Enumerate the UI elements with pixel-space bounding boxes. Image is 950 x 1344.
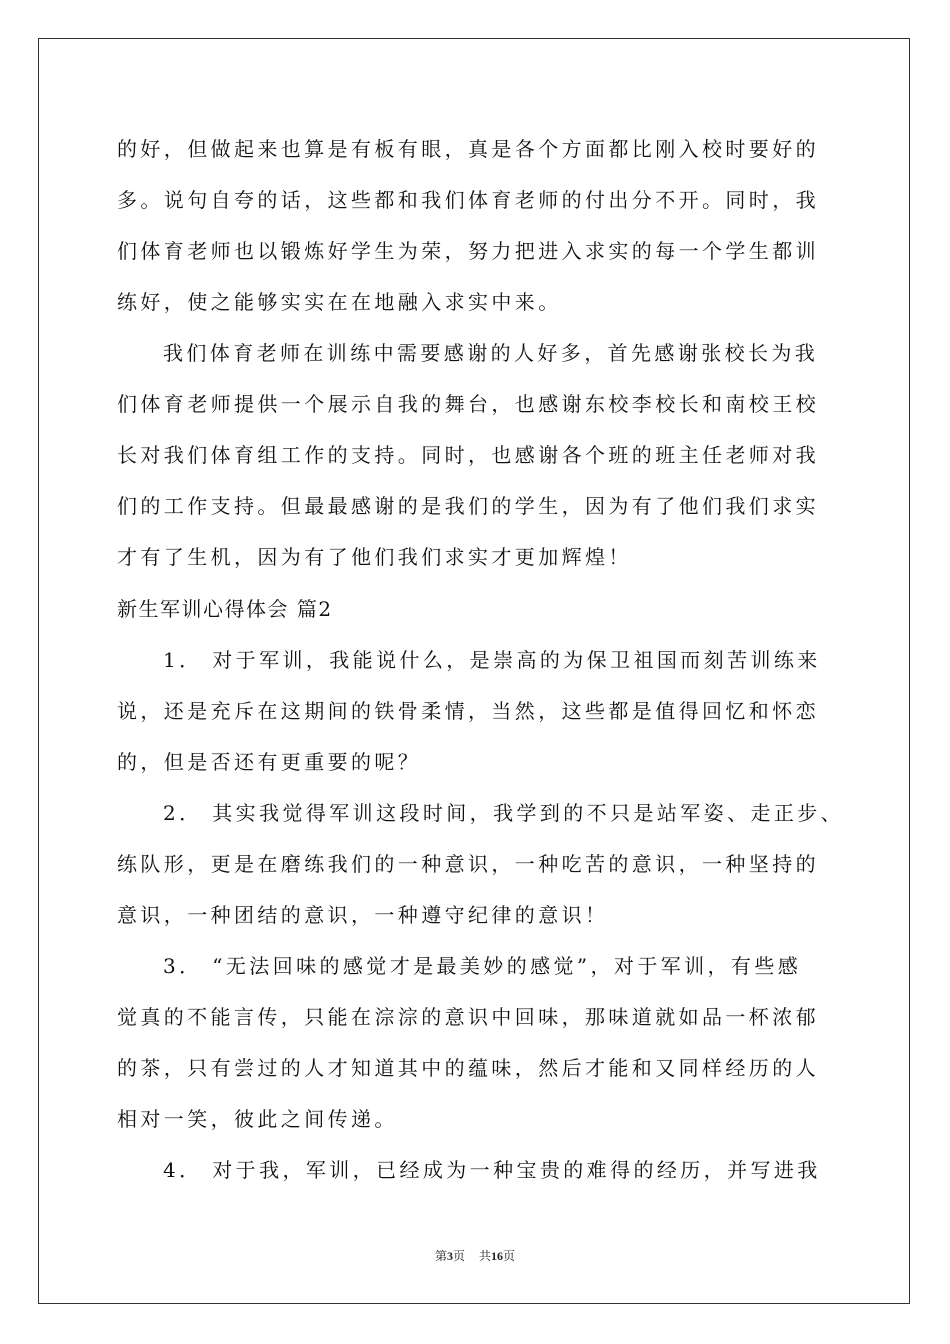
text-line: 1． 对于军训，我能说什么，是崇高的为保卫祖国而刻苦训练来 [163, 648, 821, 672]
text-line: 意识，一种团结的意识，一种遵守纪律的意识！ [117, 903, 609, 927]
page-footer [0, 1247, 950, 1264]
text-line: 的茶，只有尝过的人才知道其中的蕴味，然后才能和又同样经历的人 [117, 1056, 819, 1080]
footer-total-pages: 16 [491, 1249, 504, 1263]
footer-page-number: 3 [446, 1249, 453, 1263]
text-line: 4． 对于我，军训，已经成为一种宝贵的难得的经历，并写进我 [163, 1158, 821, 1182]
text-line: 长对我们体育组工作的支持。同时，也感谢各个班的班主任老师对我 [117, 443, 819, 467]
text-line: 多。说句自夸的话，这些都和我们体育老师的付出分不开。同时，我 [117, 188, 819, 212]
text-line: 的好，但做起来也算是有板有眼，真是各个方面都比刚入校时要好的 [117, 137, 819, 161]
text-line: 们体育老师提供一个展示自我的舞台，也感谢东校李校长和南校王校 [117, 392, 819, 416]
text-line: 相对一笑，彼此之间传递。 [117, 1107, 398, 1131]
text-line: 才有了生机，因为有了他们我们求实才更加辉煌！ [117, 545, 632, 569]
footer-prefix: 第 [434, 1249, 447, 1263]
footer-page-unit: 页 [452, 1249, 465, 1263]
text-line: 练队形，更是在磨练我们的一种意识，一种吃苦的意识，一种坚持的 [117, 852, 819, 876]
text-line: 我们体育老师在训练中需要感谢的人好多，首先感谢张校长为我 [163, 341, 819, 365]
text-line: 的，但是否还有更重要的呢？ [117, 750, 422, 774]
text-line: 练好，使之能够实实在在地融入求实中来。 [117, 290, 562, 314]
text-line: 说，还是充斥在这期间的铁骨柔情，当然，这些都是值得回忆和怀恋 [117, 699, 819, 723]
text-line: 们的工作支持。但最最感谢的是我们的学生，因为有了他们我们求实 [117, 494, 819, 518]
section-heading: 新生军训心得体会 篇2 [117, 597, 333, 621]
text-line: 们体育老师也以锻炼好学生为荣，努力把进入求实的每一个学生都训 [117, 239, 819, 263]
text-line: 3． “无法回味的感觉才是最美妙的感觉”，对于军训，有些感 [163, 954, 802, 978]
text-line: 2． 其实我觉得军训这段时间，我学到的不只是站军姿、走正步、 [163, 801, 845, 825]
footer-total-unit: 页 [503, 1249, 516, 1263]
document-body [117, 124, 845, 1196]
text-line: 觉真的不能言传，只能在淙淙的意识中回味，那味道就如品一杯浓郁 [117, 1005, 819, 1029]
footer-total-prefix: 共 [479, 1249, 492, 1263]
